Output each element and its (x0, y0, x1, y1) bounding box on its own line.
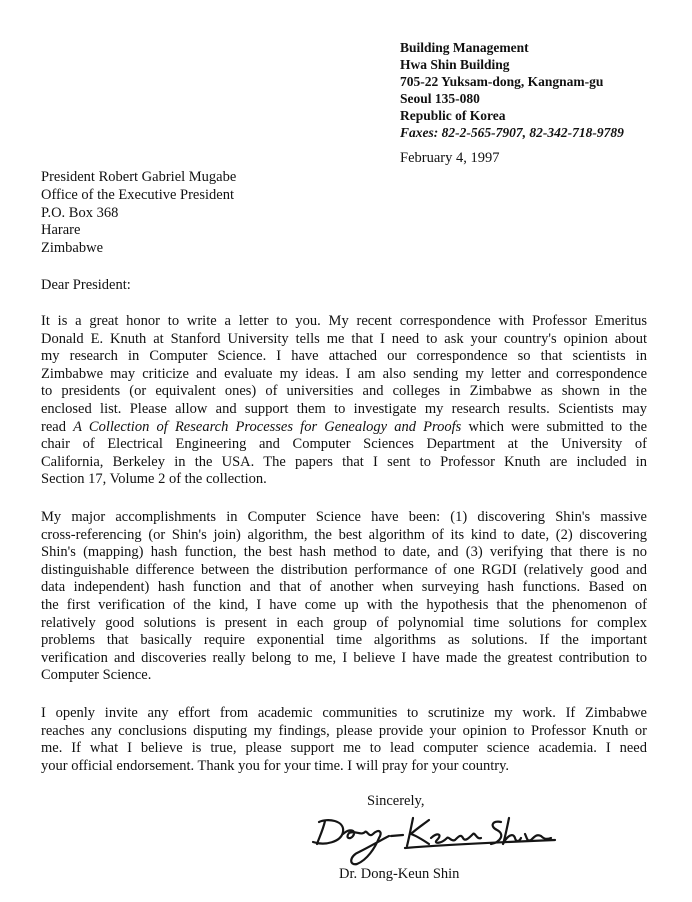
paragraph-line: your official endorsement. Thank you for your time. I will pray for your country. (41, 757, 510, 774)
handwritten-signature (305, 808, 565, 870)
paragraph-line: Computer Science. (41, 667, 152, 684)
paragraph-line: I openly invite any effort from academic communities to scrutinize my work. If Zimbabwe (41, 705, 647, 721)
recipient-country: Zimbabwe (41, 240, 104, 257)
paragraph-line: distinguishable difference between the distribution performance of one RGDI (relatively good and (41, 561, 647, 578)
sender-line-building: Hwa Shin Building (400, 57, 510, 72)
paragraph-text: read (41, 418, 74, 435)
paragraph-line: me. If what I believe is true, please support me to lead computer science academia. I need (41, 740, 647, 757)
publication-title: A Collection of Research Processes for Genealogy and Proofs (73, 418, 462, 435)
paragraph-line: Zimbabwe may criticize and evaluate my ideas. I am also sending my letter and correspondence (41, 365, 647, 382)
paragraph-line: my research in Computer Science. I have attached our correspondence so that scientists in (41, 348, 647, 365)
paragraph-line: data independent) hash function and that of another when surveying hash functions. Based on (41, 579, 647, 596)
paragraph-line (41, 419, 647, 437)
paragraph-line: cross-referencing (or Shin's join) algorithm, the best algorithm of its kind to date, (2) discovering (41, 526, 647, 543)
paragraph-line: to presidents (or equivalent ones) of universities and colleges in Zimbabwe as shown in the (41, 383, 647, 400)
signer-name: Dr. Dong-Keun Shin (339, 866, 460, 882)
recipient-address-block (41, 169, 236, 258)
paragraph-line: the first verification of the kind, I have come up with the hypothesis that the phenomenon of (41, 596, 647, 613)
salutation: Dear President: (41, 277, 131, 293)
paragraph-text: which were submitted to the (461, 418, 648, 435)
paragraph-line: chair of Electrical Engineering and Computer Sciences Department at the University of (41, 436, 647, 453)
recipient-office: Office of the Executive President (41, 186, 234, 203)
paragraph-line: Section 17, Volume 2 of the collection. (41, 471, 267, 488)
body-paragraph-2 (41, 509, 647, 685)
complimentary-closing: Sincerely, (367, 793, 425, 809)
paragraph-line: reaches any conclusions disputing my findings, please provide your opinion to Professor Knuth or (41, 722, 647, 739)
sender-line-organization: Building Management (400, 40, 529, 55)
sender-fax-numbers: Faxes: 82-2-565-7907, 82-342-718-9789 (400, 125, 624, 140)
paragraph-line: relatively good solutions is present in each group of polynomial time solutions for complex (41, 614, 647, 631)
sender-line-city: Seoul 135-080 (400, 91, 480, 106)
paragraph-line: enclosed list. Please allow and support them to investigate my research results. Scientists may (41, 400, 647, 417)
paragraph-line: verification and discoveries really belong to me, I believe I have made the greatest contribution to (41, 649, 647, 666)
paragraph-line: My major accomplishments in Computer Science have been: (1) discovering Shin's massive (41, 509, 647, 525)
recipient-name: President Robert Gabriel Mugabe (41, 169, 237, 185)
body-paragraph-1 (41, 313, 647, 489)
paragraph-line: It is a great honor to write a letter to you. My recent correspondence with Professor Emeritus (41, 313, 647, 329)
recipient-po-box: P.O. Box 368 (41, 204, 119, 221)
paragraph-line: problems that basically require exponential time algorithms as solutions. If the important (41, 632, 647, 649)
body-paragraph-3 (41, 705, 647, 775)
sender-line-street: 705-22 Yuksam-dong, Kangnam-gu (400, 74, 604, 89)
letter-date: February 4, 1997 (400, 150, 500, 166)
paragraph-line: Donald E. Knuth at Stanford University tells me that I need to ask your country's opinion about (41, 330, 647, 347)
sender-address-block (400, 39, 624, 141)
recipient-city: Harare (41, 222, 81, 239)
paragraph-line: Shin's (mapping) hash function, the best hash method to date, and (3) verifying that there is no (41, 544, 647, 561)
sender-line-country: Republic of Korea (400, 108, 506, 123)
paragraph-line: California, Berkeley in the USA. The papers that I sent to Professor Knuth are included in (41, 453, 647, 470)
